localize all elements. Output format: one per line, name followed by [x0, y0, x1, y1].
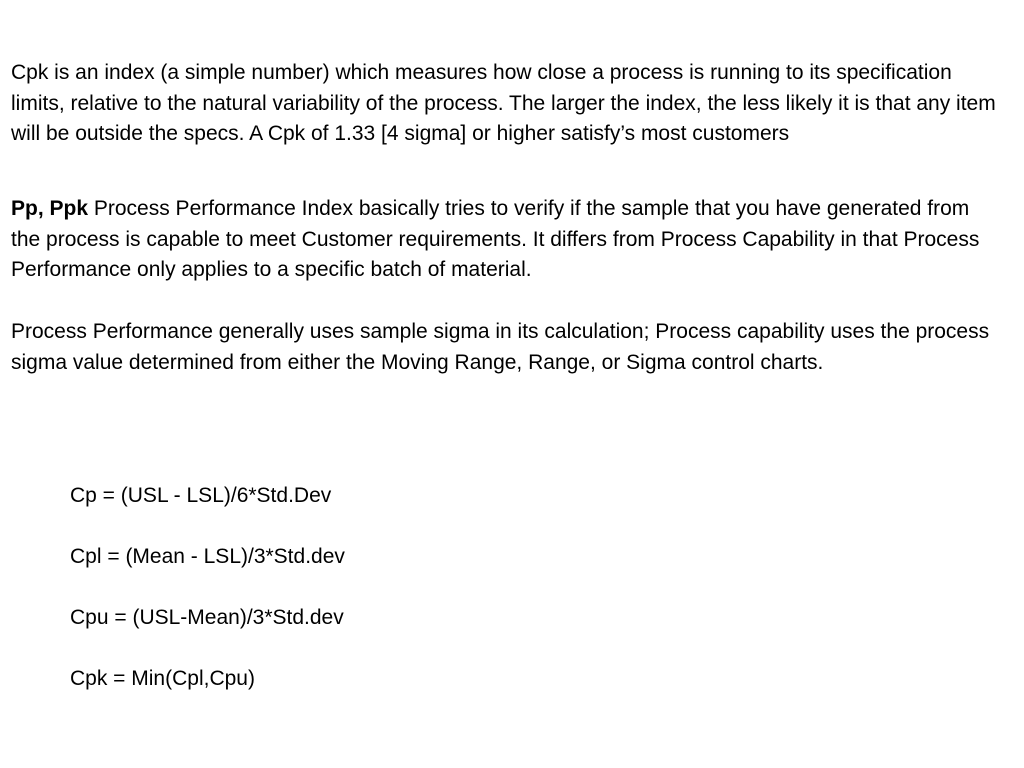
cp-formula: Cp = (USL - LSL)/6*Std.Dev [70, 484, 332, 507]
cpk-formula: Cpk = Min(Cpl,Cpu) [70, 667, 255, 690]
cpu-formula: Cpu = (USL-Mean)/3*Std.dev [70, 606, 344, 629]
process-performance-paragraph [11, 194, 1001, 286]
pp-ppk-description: Process Performance Index basically tries to verify if the sample that you have generated from the process is capable to meet Customer requirements. It differs from Process Capability in that Process Performance only applies to a specific batch of material. [11, 197, 980, 281]
pp-ppk-term: Pp, Ppk [11, 197, 89, 220]
cpl-formula: Cpl = (Mean - LSL)/3*Std.dev [70, 545, 345, 568]
sigma-usage-paragraph: Process Performance generally uses sample sigma in its calculation; Process capability uses the process sigma value determined from either the Moving Range, Range, or Sigma control charts. [11, 320, 990, 374]
cpk-definition-paragraph: Cpk is an index (a simple number) which measures how close a process is running to its specification limits, relative to the natural variability of the process. The larger the index, the less likely it is that any item will be outside the specs. A Cpk of 1.33 [4 sigma] or higher satisfy’s most customers [11, 61, 996, 145]
